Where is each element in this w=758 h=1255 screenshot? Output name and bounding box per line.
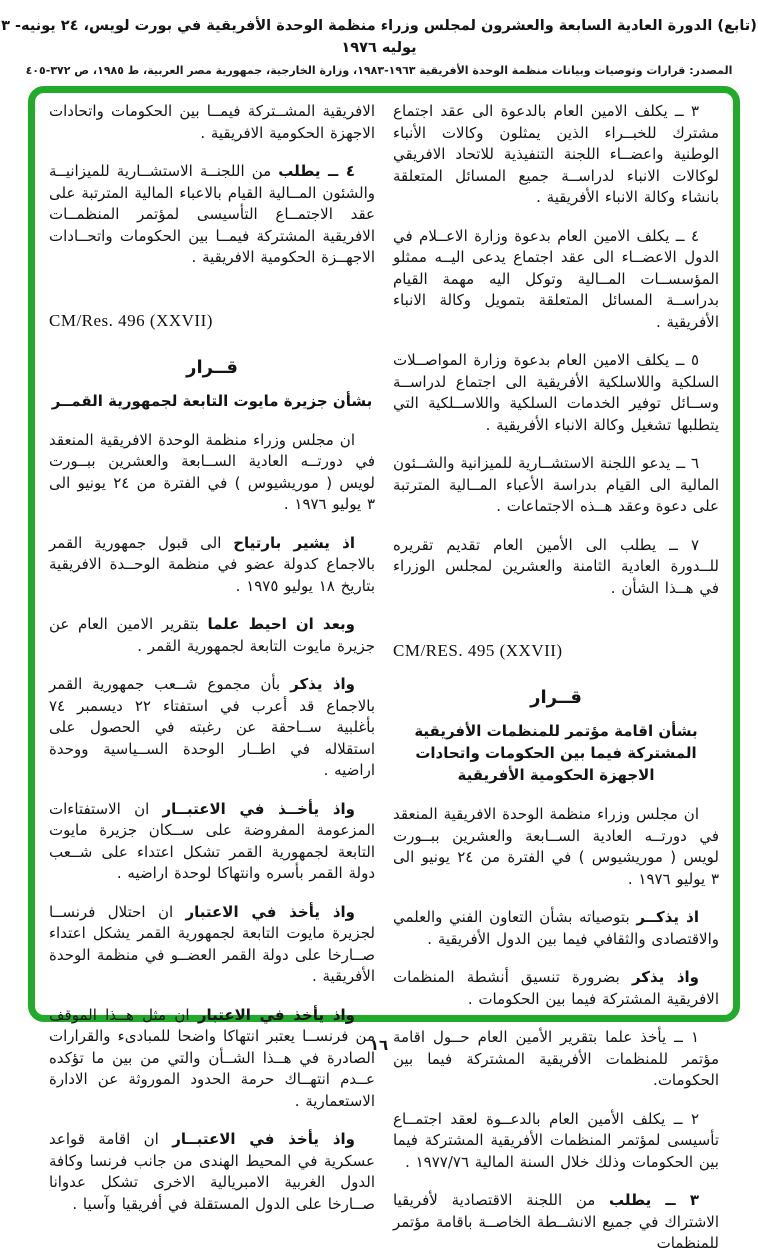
paragraph-lead: ٤ ــ يطلب xyxy=(278,162,355,180)
resolution-subtitle-line: بشأن جزيرة مايوت التابعة لجمهورية القمــر xyxy=(51,391,373,410)
paragraph-lead: واذ يذكر xyxy=(290,675,355,693)
page-number: ١٦ xyxy=(369,1036,389,1054)
paragraph-lead: وبعد ان احيط علما xyxy=(207,615,355,633)
paragraph: ٣ ــ يطلب من اللجنة الاقتصادية لأفريقيا الاشتراك في جميع الانشــطة الخاصــة باقامة مؤتمر للمنظمات xyxy=(393,1191,719,1252)
paragraph-lead: اذ يشير بارتياح xyxy=(233,533,356,552)
paragraph: ٥ ــ يكلف الامين العام بدعوة وزارة المواصــلات السلكية واللاسلكية الأفريقية الى اجتماع لدراســة وســائل توفير الخدمات السلكية واللاســلكية التي يتطلبها تشغيل وكالة الانباء الأفريقية . xyxy=(393,351,719,434)
paragraph-lead: ٣ ــ يطلب xyxy=(609,1191,700,1209)
paragraph-lead: اذ يذكــر xyxy=(636,908,699,926)
resolution-code: CM/RES. 495 (XXVII) xyxy=(393,641,563,660)
paragraph-lead: واذ يأخذ في الاعتبار xyxy=(197,1005,355,1024)
paragraph: واذ يذكر بضرورة تنسيق أنشطة المنظمات الافريقية المشتركة فيما بين الحكومات . xyxy=(393,968,719,1008)
resolution-subtitle-line: المشتركة فيما بين الحكومات واتحادات xyxy=(415,744,697,762)
paragraph: ٤ ــ يكلف الامين العام بدعوة وزارة الاعــلام في الدول الاعضــاء الى عقد اجتماع يدعى اليــه ممثلو المؤسســات المــالية وتوكل اليه مهمة القيام بدراســة المسائل المتعلقة بتمويل وكالة الانباء الأفريقية . xyxy=(393,226,719,331)
paragraph: ٤ ــ يطلب من اللجنــة الاستشــارية للميزانيــة والشئون المــالية القيام بالاعباء المالية المترتبة على عقد الاجتمــاع التأسيسى لمؤتمر المنظمــات الافريقية المشتركة فيمــا بين الحكومات واتحــادات الاجهــزة الحكومية الافريقية . xyxy=(49,162,375,266)
paragraph-lead: واذ يأخــذ في الاعتبــار xyxy=(162,799,355,818)
paragraph: واذ يذكر بأن مجموع شــعب جمهورية القمر بالاجماع قد أعرب في استفتاء ٢٢ ديسمبر ٧٤ بأغلبية ســاحقة عن رغبته في الحصول على استقلاله في اطــار الوحدة الســياسية ووحدة اراضيه . xyxy=(49,675,376,779)
resolution-title xyxy=(393,687,719,786)
resolution-title-word: قــرار xyxy=(530,687,582,708)
resolution-title xyxy=(49,357,375,412)
paragraph: ان مجلس وزراء منظمة الوحدة الافريقية المنعقد في دورتــه العادية الســابعة والعشرين ببــورت لويس ( موريشيوس ) في الفترة من ٢٤ يونيو الى ٣ يوليو ١٩٧٦ . xyxy=(49,430,375,513)
resolution-title-word: قــرار xyxy=(186,356,238,378)
paragraph: واذ يأخذ في الاعتبار ان مثل هــذا الموقف من فرنســا يعتبر انتهاكا واضحا للمبادىء والقرارات الصادرة في هــذا الشــأن والتي من بين ما تؤكده عــدم انتهــاك حرمة الحدود الموروثة عن الادارة الاستعمارية . xyxy=(49,1005,375,1110)
resolution-subtitle-line: الاجهزة الحكومية الأفريقية xyxy=(457,766,655,784)
paragraph: واذ يأخذ في الاعتبار ان احتلال فرنســا لجزيرة مايوت التابعة لجمهورية القمر يشكل اعتداء صــارخا على دولة القمر العضــو في منظمة الوحدة الأفريقية . xyxy=(49,902,375,985)
paragraph: وبعد ان احيط علما بتقرير الامين العام عن جزيرة مايوت التابعة لجمهورية القمر . xyxy=(49,615,375,655)
paragraph: ٦ ــ يدعو اللجنة الاستشــارية للميزانية والشــئون المالية الى القيام بدراسة الأعباء المــالية المترتبة على دعوة وعقد هــذه الاجتماعات . xyxy=(393,454,719,515)
resolution-subtitle-line: بشأن اقامة مؤتمر للمنظمات الأفريقية xyxy=(414,722,698,740)
paragraph: اذ يشير بارتياح الى قبول جمهورية القمر بالاجماع كدولة عضو في منظمة الوحــدة الافريقية بتاريخ ١٨ يوليو ١٩٧٥ . xyxy=(49,533,375,595)
header-title: (تابع) الدورة العادية السابعة والعشرون لمجلس وزراء منظمة الوحدة الأفريقية في بورت لويس، ٢٤ يونيه- ٣ يوليه ١٩٧٦ xyxy=(1,18,757,56)
header-source: المصدر: قرارات وتوصيات وبيانات منظمة الوحدة الأفريقية ١٩٦٣-١٩٨٣، وزارة الخارجية، جمهورية مصر العربية، ط ١٩٨٥، ص ٣٧٢-٤٠٥ xyxy=(25,63,733,77)
paragraph-lead: واذ يأخذ في الاعتبــار xyxy=(172,1130,355,1148)
paragraph-lead: واذ يأخذ في الاعتبار xyxy=(185,902,355,921)
paragraph: الافريقية المشــتركة فيمــا بين الحكومات واتحادات الاجهزة الحكومية الافريقية . xyxy=(49,102,375,142)
paragraph: ٣ ــ يكلف الامين العام بالدعوة الى عقد اجتماع مشترك للخبــراء الذين يمثلون وكالات الأنباء الوطنية واعضــاء اللجنة التنفيذية للاتحاد الافريقي لوكالات الانباء لدراســة جميع المسائل المتعلقة بانشاء وكالة الانباء الأفريقية . xyxy=(393,102,719,206)
paragraph: واذ يأخذ في الاعتبــار ان اقامة قواعد عسكرية في المحيط الهندى من جانب فرنسا وكافة الدول الغربية الامبريالية الاخرى تشكل عدوانا صــارخا على الدول المستقلة في أفريقيا وآسيا . xyxy=(49,1130,375,1213)
paragraph-lead: واذ يذكر xyxy=(631,968,699,986)
paragraph: ١ ــ يأخذ علما بتقرير الأمين العام حــول اقامة مؤتمر للمنظمات الأفريقية المشتركة فيما بين الحكومات. xyxy=(393,1028,719,1089)
paragraph: ٢ ــ يكلف الأمين العام بالدعــوة لعقد اجتمــاع تأسيسى لمؤتمر المنظمات الأفريقية المشتركة فيما بين الحكومات وذلك خلال السنة المالية ١٩٧٧/٧٦ . xyxy=(393,1109,719,1171)
paragraph: ان مجلس وزراء منظمة الوحدة الافريقية المنعقد في دورتــه العادية الســابعة والعشرين ببــورت لويس ( موريشيوس ) في الفترة من ٢٤ يونيو الى ٣ يوليو ١٩٧٦ . xyxy=(393,805,719,888)
paragraph: اذ يذكــر بتوصياته بشأن التعاون الفني والعلمي والاقتصادى والثقافي فيما بين الدول الأفريقية . xyxy=(393,908,719,948)
paragraph: ٧ ــ يطلب الى الأمين العام تقديم تقريره للــدورة العادية الثامنة والعشرين لمجلس الوزراء في هــذا الشأن . xyxy=(393,535,719,597)
column-right xyxy=(393,101,719,1252)
column-left xyxy=(49,101,376,1213)
paragraph: واذ يأخــذ في الاعتبــار ان الاستفتاءات المزعومة المفروضة على ســكان جزيرة مايوت التابعة لجمهورية القمر تشكل اعتداء على شــعب دولة القمر بأسره وانتهاكا لوحدة اراضيه . xyxy=(49,799,375,882)
resolution-code: CM/Res. 496 (XXVII) xyxy=(49,310,213,330)
document-header xyxy=(0,16,758,77)
